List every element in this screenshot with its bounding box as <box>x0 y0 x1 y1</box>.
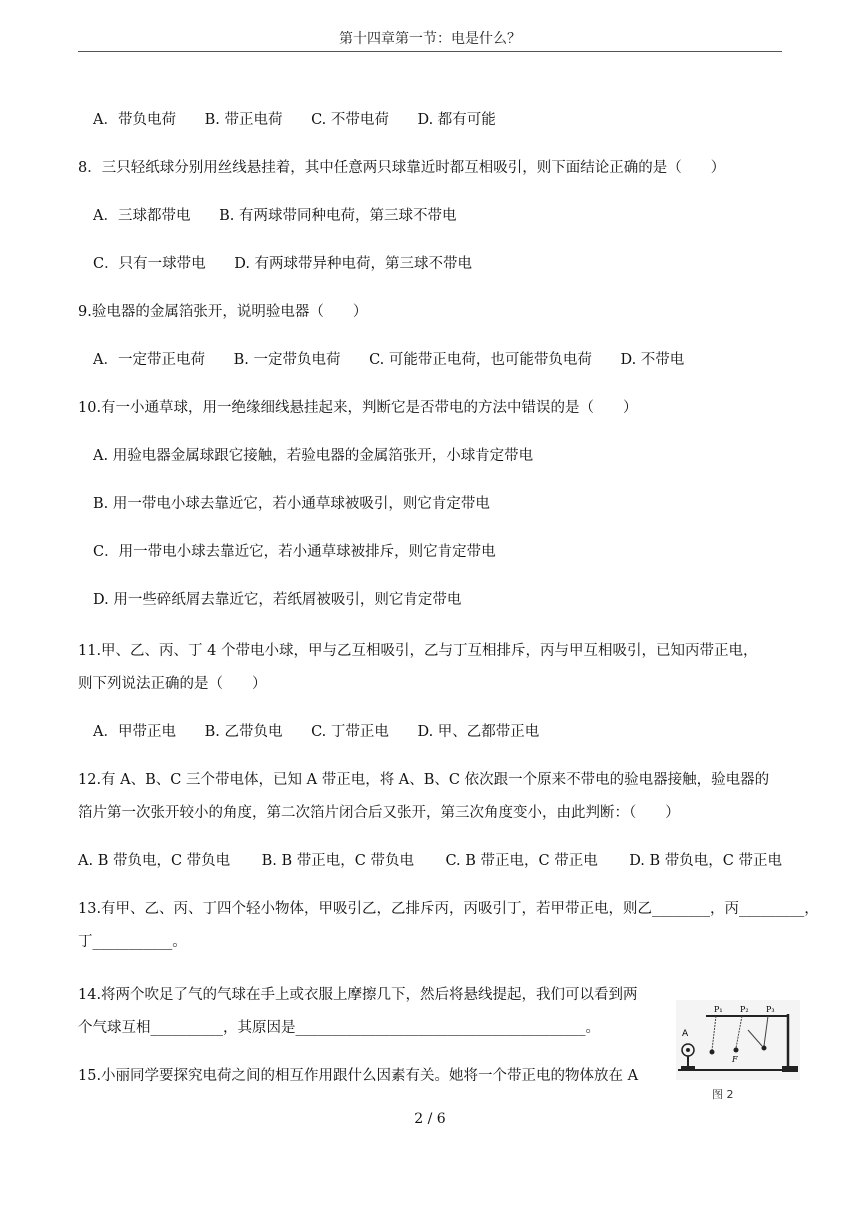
q12-option-b: B. B 带正电，C 带负电 <box>261 853 414 869</box>
header-divider <box>78 51 782 52</box>
q9-options <box>93 350 708 370</box>
figure-2-apparatus <box>676 1000 800 1080</box>
q13-line2: 丁___________。 <box>78 934 187 950</box>
q8-stem: 8．三只轻纸球分别用丝线悬挂着，其中任意两只球靠近时都互相吸引，则下面结论正确的是（ ） <box>78 160 726 176</box>
figure-caption: 图 2 <box>712 1088 734 1101</box>
q11-option-c: C. 丁带正电 <box>311 724 389 740</box>
q9-option-b: B. 一定带负电荷 <box>233 352 341 368</box>
q14-line1: 14.将两个吹足了气的气球在手上或衣服上摩擦几下，然后将悬线提起，我们可以看到两 <box>78 987 638 1003</box>
q9-stem: 9.验电器的金属箔张开，说明验电器（ ） <box>78 304 368 320</box>
q11-option-a: A．甲带正电 <box>93 724 176 740</box>
q12-option-d: D. B 带负电，C 带正电 <box>629 853 782 869</box>
label-p1: P₁ <box>714 1005 723 1014</box>
q8-options-row1 <box>93 206 480 226</box>
q7-option-a: A．带负电荷 <box>93 112 176 128</box>
q8-options-row2 <box>93 254 496 274</box>
q8-option-b: B. 有两球带同种电荷，第三球不带电 <box>219 208 457 224</box>
q12-option-c: C. B 带正电，C 带正电 <box>445 853 598 869</box>
q15-line1: 15.小丽同学要探究电荷之间的相互作用跟什么因素有关。她将一个带正电的物体放在 A <box>78 1068 639 1084</box>
q12-stem-line2: 箔片第一次张开较小的角度，第二次箔片闭合后又张开，第三次角度变小，由此判断：（ ） <box>78 805 680 821</box>
apparatus-diagram <box>676 1000 800 1080</box>
q12-option-a: A. B 带负电，C 带负电 <box>78 853 231 869</box>
q11-stem-line1: 11.甲、乙、丙、丁 4 个带电小球，甲与乙互相吸引，乙与丁互相排斥，丙与甲互相吸引，已知丙带正电， <box>78 643 758 659</box>
label-a: A <box>682 1029 689 1039</box>
q10-stem: 10.有一小通草球，用一绝缘细线悬挂起来，判断它是否带电的方法中错误的是（ ） <box>78 400 638 416</box>
q10-option-d: D. 用一些碎纸屑去靠近它，若纸屑被吸引，则它肯定带电 <box>93 592 462 608</box>
q9-option-a: A．一定带正电荷 <box>93 352 205 368</box>
q7-option-c: C. 不带电荷 <box>311 112 389 128</box>
q10-option-c: C．用一带电小球去靠近它，若小通草球被排斥，则它肯定带电 <box>93 544 496 560</box>
q9-option-c: C. 可能带正电荷，也可能带负电荷 <box>369 352 592 368</box>
label-p2: P₂ <box>740 1005 749 1014</box>
q8-option-a: A．三球都带电 <box>93 208 191 224</box>
q9-option-d: D. 不带电 <box>620 352 685 368</box>
label-f: F <box>732 1055 738 1064</box>
page-number: 2 / 6 <box>414 1111 446 1127</box>
label-p3: P₃ <box>766 1005 775 1014</box>
q8-option-c: C．只有一球带电 <box>93 256 206 272</box>
q11-options <box>93 722 563 742</box>
q7-option-d: D. 都有可能 <box>417 112 496 128</box>
q11-option-b: B. 乙带负电 <box>204 724 283 740</box>
q12-options <box>78 851 782 871</box>
q14-line2: 个气球互相__________，其原因是________________________________________。 <box>78 1020 600 1036</box>
q7-option-b: B. 带正电荷 <box>204 112 283 128</box>
q10-option-a: A. 用验电器金属球跟它接触，若验电器的金属箔张开，小球肯定带电 <box>93 448 534 464</box>
page-header: 第十四章第一节：电是什么？ <box>339 31 521 47</box>
q11-stem-line2: 则下列说法正确的是（ ） <box>78 676 267 692</box>
q13-line1: 13.有甲、乙、丙、丁四个轻小物体，甲吸引乙，乙排斥丙，丙吸引丁，若甲带正电，则乙________，丙_________， <box>78 901 819 917</box>
q8-option-d: D. 有两球带异种电荷，第三球不带电 <box>234 256 473 272</box>
q11-option-d: D. 甲、乙都带正电 <box>417 724 540 740</box>
q10-option-b: B. 用一带电小球去靠近它，若小通草球被吸引，则它肯定带电 <box>93 496 490 512</box>
q12-stem-line1: 12.有 A、B、C 三个带电体，已知 A 带正电，将 A、B、C 依次跟一个原来不带电的验电器接触，验电器的 <box>78 772 770 788</box>
q7-options <box>93 110 520 130</box>
